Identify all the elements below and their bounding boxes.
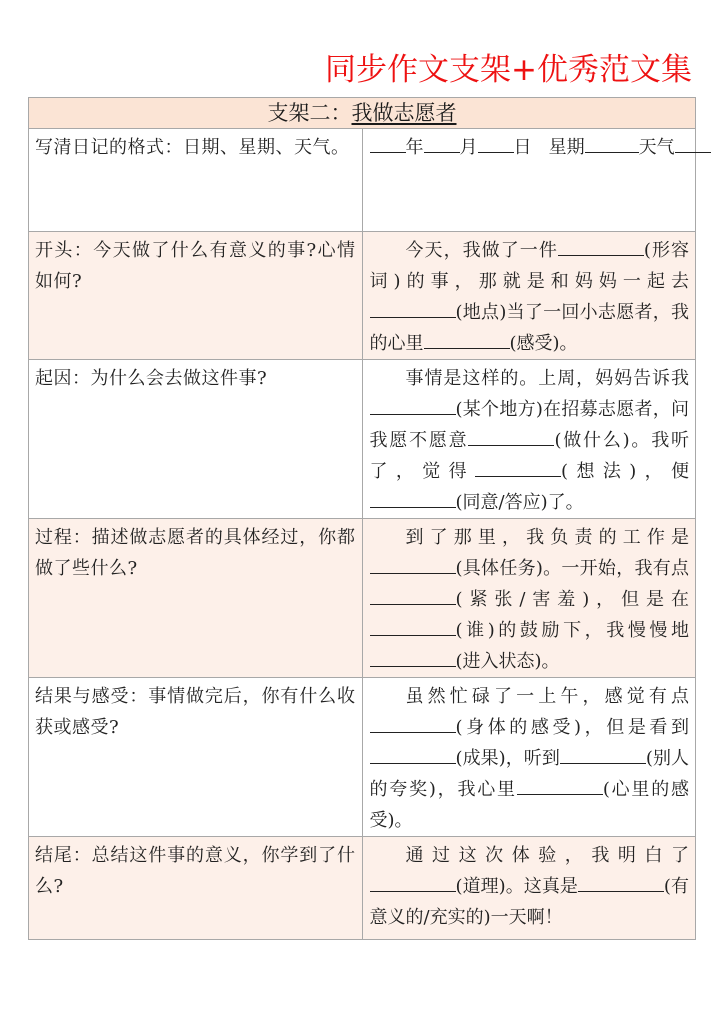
fill-blank[interactable]: [370, 489, 456, 508]
paragraph: [370, 522, 690, 677]
prompt-cell: [29, 129, 363, 232]
text-segment: (道理)。这真是: [455, 876, 578, 897]
prompt-text: 起因：为什么会去做这件事?: [35, 368, 268, 389]
table-row: [29, 678, 696, 837]
fill-blank[interactable]: [370, 617, 456, 636]
text-segment: (成果)，听到: [455, 748, 560, 769]
text-segment: 到了那里，我负责的工作是: [405, 527, 689, 548]
prompt-cell: [29, 519, 363, 678]
label-year: 年: [405, 137, 424, 158]
date-line: [370, 132, 690, 163]
paragraph: [370, 681, 690, 836]
prompt-text: 开头：今天做了什么有意义的事?心情如何?: [35, 240, 356, 292]
table-row: [29, 129, 696, 232]
fill-blank[interactable]: [560, 745, 646, 764]
document-title: 同步作文支架+优秀范文集: [325, 52, 692, 88]
prompt-cell: [29, 678, 363, 837]
prompt-text: 写清日记的格式：日期、星期、天气。: [35, 137, 350, 158]
paragraph: [370, 235, 690, 359]
content-cell: [362, 519, 696, 678]
blank-weather[interactable]: [675, 134, 711, 153]
blank-weekday[interactable]: [585, 134, 639, 153]
text-segment: (紧张/害羞)，但是在: [455, 589, 689, 610]
text-segment: (进入状态)。: [455, 651, 560, 672]
content-cell: [362, 678, 696, 837]
prompt-cell: [29, 837, 363, 940]
text-segment: (身体的感受)，但是看到: [455, 717, 689, 738]
paragraph: [370, 363, 690, 518]
fill-blank[interactable]: [370, 873, 456, 892]
content-cell: [362, 129, 696, 232]
text-segment: (做什么)。我听了，觉得: [369, 430, 690, 482]
paragraph: [370, 840, 690, 933]
prompt-cell: [29, 360, 363, 519]
text-segment: (心里的感受)。: [369, 779, 689, 831]
fill-blank[interactable]: [517, 776, 603, 795]
text-segment: 今天，我做了一件: [405, 240, 558, 261]
fill-blank[interactable]: [468, 427, 554, 446]
label-weekday: 星期: [548, 137, 585, 158]
text-segment: (谁)的鼓励下，我慢慢地: [455, 620, 689, 641]
table-row: [29, 232, 696, 360]
text-segment: (有意义的/充实的)一天啊！: [369, 876, 689, 928]
fill-blank[interactable]: [370, 586, 456, 605]
table-heading-row: [29, 98, 696, 129]
text-segment: (某个地方)在招募志愿者，问我愿不愿意: [369, 399, 689, 451]
heading-topic: 我做志愿者: [351, 101, 457, 125]
fill-blank[interactable]: [558, 237, 644, 256]
fill-blank[interactable]: [370, 648, 456, 667]
blank-year[interactable]: [370, 134, 406, 153]
fill-blank[interactable]: [370, 714, 456, 733]
content-cell: [362, 837, 696, 940]
prompt-text: 过程：描述做志愿者的具体经过，你都做了些什么?: [35, 527, 356, 579]
prompt-text: 结尾：总结这件事的意义，你学到了什么?: [35, 845, 356, 897]
text-segment: (形容词)的事，那就是和妈妈一起去: [369, 240, 689, 292]
text-segment: (地点)当了一回小志愿者，我的心里: [369, 302, 689, 354]
blank-month[interactable]: [424, 134, 460, 153]
fill-blank[interactable]: [578, 873, 664, 892]
fill-blank[interactable]: [424, 330, 510, 349]
text-segment: (想法)，便: [561, 461, 690, 482]
heading-prefix: 支架二：: [267, 101, 352, 125]
blank-day[interactable]: [478, 134, 514, 153]
content-cell: [362, 360, 696, 519]
text-segment: (感受)。: [509, 333, 578, 354]
text-segment: 虽然忙碌了一上午，感觉有点: [405, 686, 689, 707]
fill-blank[interactable]: [370, 299, 456, 318]
text-segment: 通过这次体验，我明白了: [405, 845, 689, 866]
text-segment: (同意/答应)了。: [455, 492, 584, 513]
table-heading: [29, 98, 696, 129]
table-row: [29, 360, 696, 519]
fill-blank[interactable]: [370, 396, 456, 415]
text-segment: (别人的夸奖)，我心里: [369, 748, 689, 800]
fill-blank[interactable]: [370, 745, 456, 764]
fill-blank[interactable]: [370, 555, 456, 574]
label-weather: 天气: [638, 137, 675, 158]
label-month: 月: [459, 137, 478, 158]
content-cell: [362, 232, 696, 360]
text-segment: 事情是这样的。上周，妈妈告诉我: [405, 368, 689, 389]
prompt-cell: [29, 232, 363, 360]
table-row: [29, 519, 696, 678]
prompt-text: 结果与感受：事情做完后，你有什么收获或感受?: [35, 686, 356, 738]
fill-blank[interactable]: [475, 458, 561, 477]
label-day: 日: [513, 137, 532, 158]
text-segment: (具体任务)。一开始，我有点: [455, 558, 689, 579]
table-row: [29, 837, 696, 940]
writing-scaffold-table: [28, 97, 696, 940]
